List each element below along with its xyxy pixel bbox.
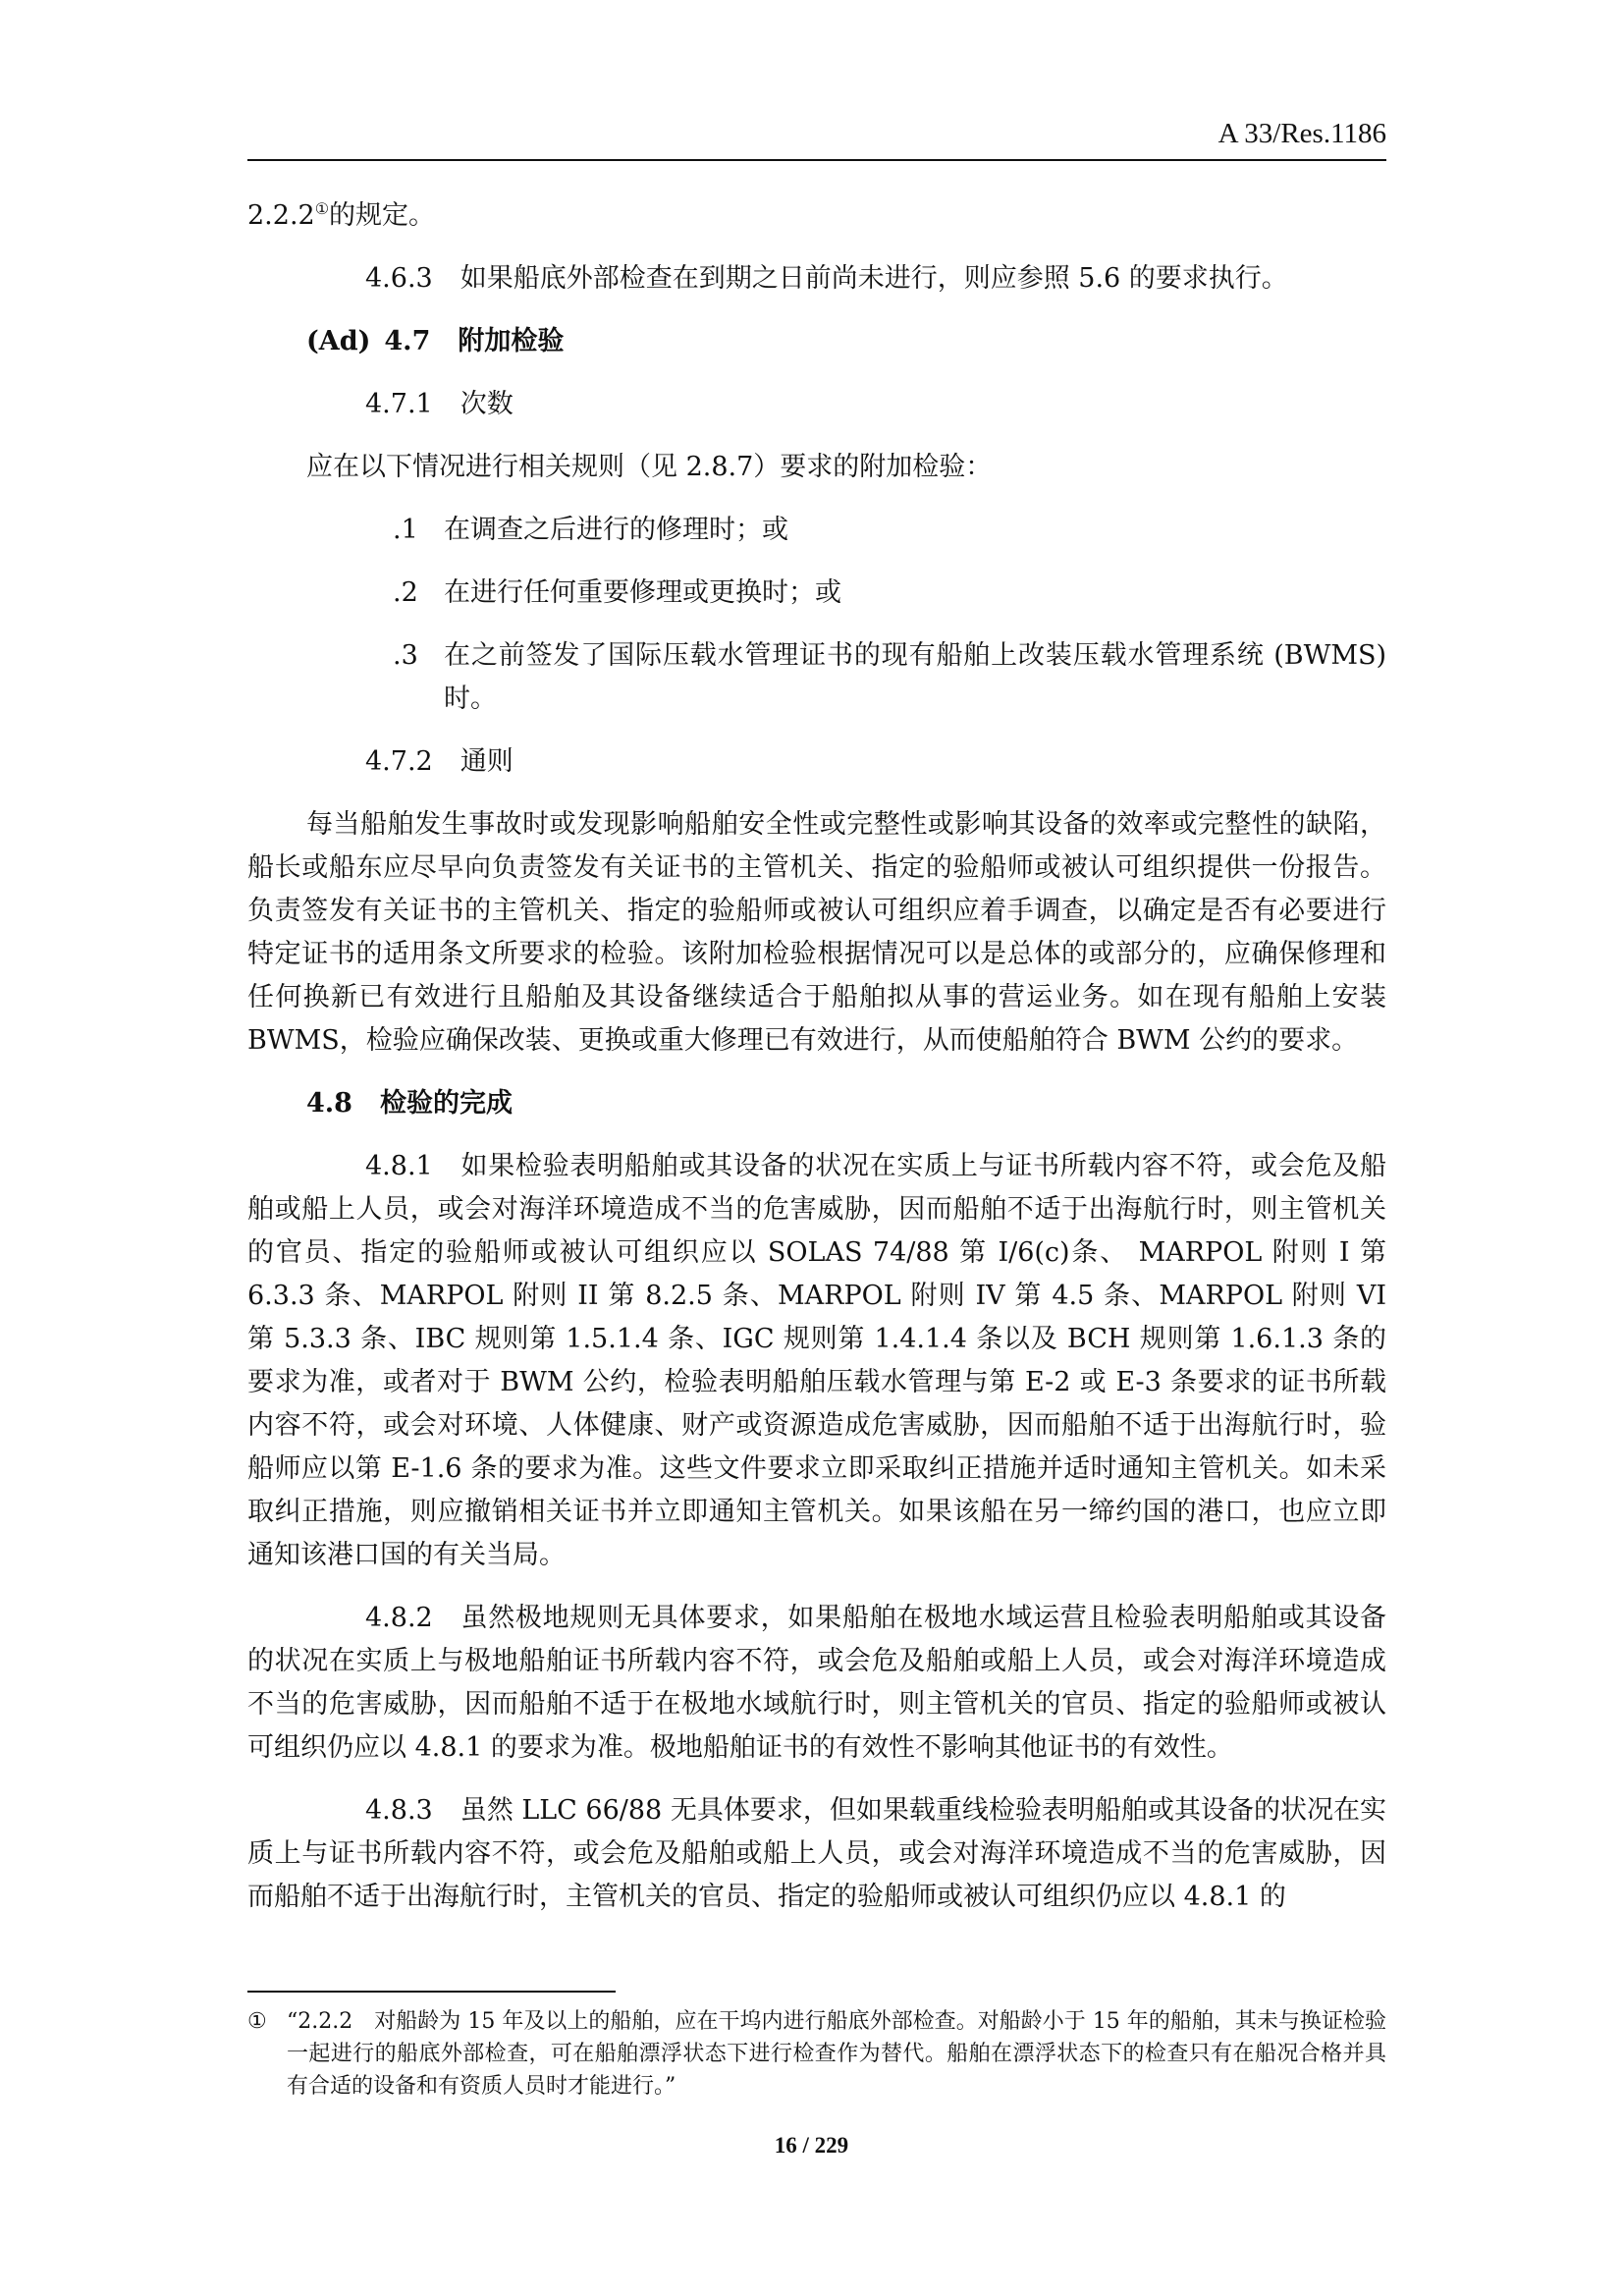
- list-item-number: .3: [393, 640, 418, 671]
- paragraph-number: 4.6.3: [365, 263, 433, 294]
- paragraph-4-7-2: 每当船舶发生事故时或发现影响船舶安全性或完整性或影响其设备的效率或完整性的缺陷，船长或船东应尽早向负责签发有关证书的主管机关、指定的验船师或被认可组织提供一份报告。负责签发有关证书的主管机关、指定的验船师或被认可组织应着手调查，以确定是否有必要进行特定证书的适用条文所要求的检验。该附加检验根据情况可以是总体的或部分的，应确保修理和任何换新已有效进行且船舶及其设备继续适合于船舶拟从事的营运业务。如在现有船舶上安装 BWMS，检验应确保改装、更换或重大修理已有效进行，从而使船舶符合 BWM 公约的要求。: [247, 809, 1386, 1056]
- paragraph-number: 4.8.3: [365, 1795, 433, 1826]
- paragraph-number: 4.8.2: [365, 1603, 433, 1633]
- page-header: [247, 116, 1386, 161]
- heading-title: 附加检验: [458, 326, 565, 356]
- heading-prefix: (Ad): [306, 326, 371, 356]
- heading-4-8: [247, 1082, 1386, 1125]
- subheading-title: 次数: [460, 389, 514, 419]
- paragraph-text: 如果检验表明船舶或其设备的状况在实质上与证书所载内容不符，或会危及船舶或船上人员，或会对海洋环境造成不当的危害威胁，因而船舶不适于出海航行时，则主管机关的官员、指定的验船师或被认可组织应以 SOLAS 74/88 第 I/6(c)条、 MARPOL 附则 I 第 6.3.3 条、MARPOL 附则 II 第 8.2.5 条、MARPOL 附则 IV 第 4.5 条、MARPOL 附则 VI 第 5.3.3 条、IBC 规则第 1.5.1.4 条、IGC 规则第 1.4.1.4 条以及 BCH 规则第 1.6.1.3 条的要求为准，或者对于 BWM 公约，检验表明船舶压载水管理与第 E-2 或 E-3 条要求的证书所载内容不符，或会对环境、人体健康、财产或资源造成危害威胁，因而船舶不适于出海航行时，验船师应以第 E-1.6 条的要求为准。这些文件要求立即采取纠正措施并适时通知主管机关。如未采取纠正措施，则应撤销相关证书并立即通知主管机关。如果该船在另一缔约国的港口，也应立即通知该港口国的有关当局。: [247, 1151, 1386, 1570]
- paragraph-text: 虽然极地规则无具体要求，如果船舶在极地水域运营且检验表明船舶或其设备的状况在实质上与极地船舶证书所载内容不符，或会危及船舶或船上人员，或会对海洋环境造成不当的危害威胁，因而船舶不适于在极地水域航行时，则主管机关的官员、指定的验船师或被认可组织仍应以 4.8.1 的要求为准。极地船舶证书的有效性不影响其他证书的有效性。: [247, 1603, 1386, 1763]
- paragraph-number: 4.8.1: [365, 1151, 433, 1181]
- list-item-text: 在之前签发了国际压载水管理证书的现有船舶上改装压载水管理系统 (BWMS)时。: [444, 640, 1386, 714]
- paragraph-4-8-3: [247, 1789, 1386, 1919]
- list-item: [247, 634, 1386, 721]
- list-item-text: 在进行任何重要修理或更换时；或: [444, 577, 841, 608]
- document-code: A 33/Res.1186: [1217, 118, 1386, 149]
- subheading-4-7-1: [247, 383, 1386, 426]
- subheading-4-7-2: [247, 740, 1386, 784]
- paragraph-4-6-3: [247, 257, 1386, 301]
- footnote-ref[interactable]: ①: [314, 199, 330, 218]
- list-item: [247, 509, 1386, 552]
- list-item-text: 在调查之后进行的修理时；或: [444, 515, 788, 545]
- continuation-text: 的规定。: [329, 200, 436, 231]
- heading-title: 检验的完成: [379, 1088, 513, 1119]
- paragraph-text: 虽然 LLC 66/88 无具体要求，但如果载重线检验表明船舶或其设备的状况在实质上与证书所载内容不符，或会危及船舶或船上人员，或会对海洋环境造成不当的危害威胁，因而船舶不适于出海航行时，主管机关的官员、指定的验船师或被认可组织仍应以 4.8.1 的: [247, 1795, 1386, 1912]
- footnote-mark: ①: [247, 2009, 267, 2034]
- subheading-number: 4.7.1: [365, 389, 433, 419]
- list-item-number: .2: [393, 577, 418, 608]
- page-content: [247, 194, 1386, 1939]
- subheading-number: 4.7.2: [365, 746, 433, 777]
- heading-4-7: [247, 320, 1386, 363]
- page-number: 16 / 229: [774, 2133, 849, 2158]
- list-item-number: .1: [393, 515, 418, 545]
- footnote: [247, 2005, 1386, 2103]
- heading-number: 4.8: [306, 1088, 352, 1119]
- footnote-text: “2.2.2 对船龄为 15 年及以上的船舶，应在干坞内进行船底外部检查。对船龄小于 15 年的船舶，其未与换证检验一起进行的船底外部检查，可在船舶漂浮状态下进行检查作为替代。船舶在漂浮状态下的检查只有在船况合格并具有合适的设备和有资质人员时才能进行。”: [287, 2009, 1386, 2099]
- subheading-title: 通则: [460, 746, 514, 777]
- paragraph-4-8-2: [247, 1597, 1386, 1770]
- list-intro: 应在以下情况进行相关规则（见 2.8.7）要求的附加检验：: [306, 452, 993, 482]
- paragraph-text: 如果船底外部检查在到期之日前尚未进行，则应参照 5.6 的要求执行。: [460, 263, 1288, 294]
- ref-number: 2.2.2: [247, 200, 315, 231]
- paragraph-4-8-1: [247, 1145, 1386, 1577]
- footnote-separator: [247, 1991, 616, 1993]
- heading-number: 4.7: [384, 326, 431, 356]
- list-item: [247, 572, 1386, 615]
- continuation-line: [247, 194, 1386, 238]
